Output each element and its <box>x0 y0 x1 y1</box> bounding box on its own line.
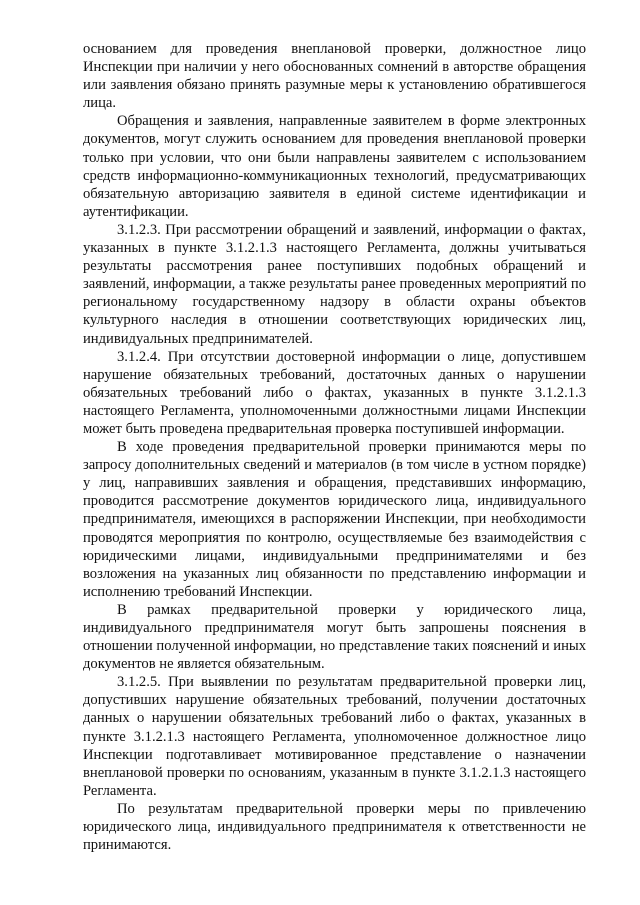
paragraph-3-1-2-5: 3.1.2.5. При выявлении по результатам предварительной проверки лиц, допустивших нарушение обязательных требований, получении достаточных данных о нарушении обязательных требований либо о фактах, указанных в пункте 3.1.2.1.3 настоящего Регламента, уполномоченное должностное лицо Инспекции подготавливает мотивированное представление о назначении внеплановой проверки по основаниям, указанным в пункте 3.1.2.1.3 настоящего Регламента. <box>83 674 586 799</box>
paragraph-preliminary-check-measures: В ходе проведения предварительной проверки принимаются меры по запросу дополнительных сведений и материалов (в том числе в устном порядке) у лиц, направивших заявления и обращения, представивших информацию, проводится рассмотрение документов юридического лица, индивидуального предпринимателя, имеющихся в распоряжении Инспекции, при необходимости проводятся мероприятия по контролю, осуществляемые без взаимодействия с юридическими лицами, индивидуальными предпринимателями и без возложения на указанных лиц обязанности по представлению информации и исполнению требований Инспекции. <box>83 439 586 600</box>
paragraph-no-liability-measures: По результатам предварительной проверки меры по привлечению юридического лица, индивидуального предпринимателя к ответственности не принимаются. <box>83 800 586 854</box>
paragraph-continuation: основанием для проведения внеплановой проверки, должностное лицо Инспекции при наличии у него обоснованных сомнений в авторстве обращения или заявления обязано принять разумные меры к установлению обратившегося лица. <box>83 41 586 112</box>
paragraph-electronic-documents: Обращения и заявления, направленные заявителем в форме электронных документов, могут служить основанием для проведения внеплановой проверки только при условии, что они были направлены заявителем с использованием средств информационно-коммуникационных технологий, предусматривающих обязательную авторизацию заявителя в единой системе идентификации и аутентификации. <box>83 113 586 220</box>
paragraph-3-1-2-3: 3.1.2.3. При рассмотрении обращений и заявлений, информации о фактах, указанных в пункте 3.1.2.1.3 настоящего Регламента, должны учитываться результаты рассмотрения ранее поступивших подобных обращений и заявлений, информации, а также результаты ранее проведенных мероприятий по региональному государственному надзору в области охраны объектов культурного наследия в отношении соответствующих юридических лиц, индивидуальных предпринимателей. <box>83 221 586 347</box>
paragraph-explanations-request: В рамках предварительной проверки у юридического лица, индивидуального предпринимателя могут быть запрошены пояснения в отношении полученной информации, но представление таких пояснений и иных документов не является обязательным. <box>83 601 586 673</box>
paragraph-3-1-2-4: 3.1.2.4. При отсутствии достоверной информации о лице, допустившем нарушение обязательных требований, достаточных данных о нарушении обязательных требований либо о фактах, указанных в пункте 3.1.2.1.3 настоящего Регламента, уполномоченными должностными лицами Инспекции может быть проведена предварительная проверка поступившей информации. <box>83 348 586 437</box>
